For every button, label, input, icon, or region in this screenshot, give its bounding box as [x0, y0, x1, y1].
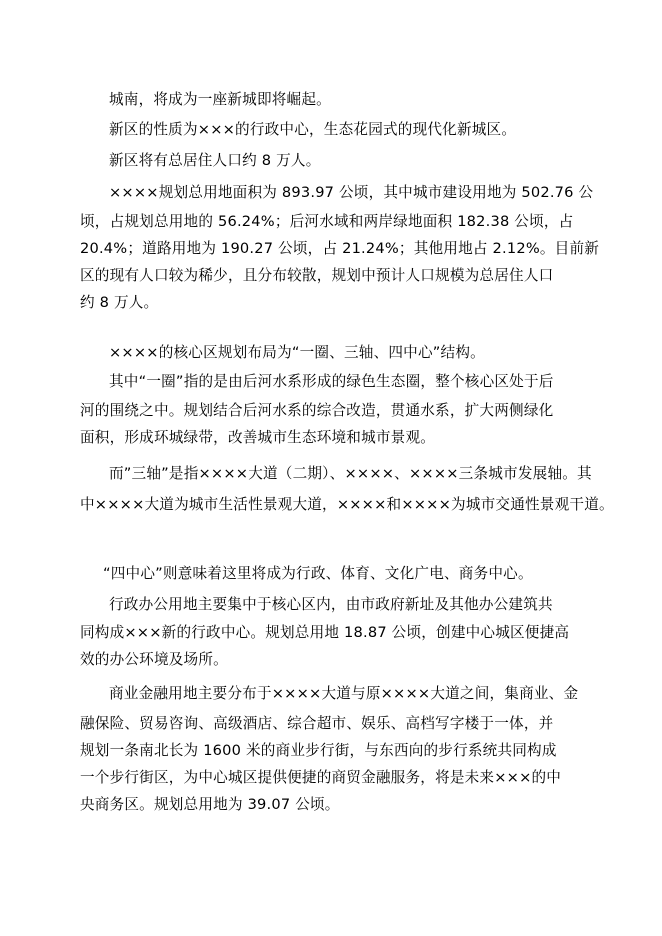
text-line: 中××××大道为城市生活性景观大道，××××和××××为城市交通性景观干道。 — [80, 496, 614, 513]
text-line: 商业金融用地主要分布于××××大道与原××××大道之间，集商业、金 — [109, 685, 579, 702]
text-line: 约 8 万人。 — [80, 294, 159, 311]
paragraph-one-ring-cont — [80, 397, 579, 451]
text-line: 20.4%；道路用地为 190.27 公顷，占 21.24%；其他用地占 2.12%。目前新 — [80, 240, 600, 257]
text-line: 城南，将成为一座新城即将崛起。 — [109, 91, 331, 108]
text-line: 一个步行街区，为中心城区提供便捷的商贸金融服务，将是未来×××的中 — [80, 769, 562, 786]
text-line: 其中“一圈”指的是由后河水系形成的绿色生态圈，整个核心区处于后 — [109, 373, 554, 390]
paragraph-admin — [109, 591, 579, 618]
text-line: 区的现有人口较为稀少，且分布较散，规划中预计人口规模为总居住人口 — [80, 267, 554, 284]
text-line: 面积，形成环城绿带，改善城市生态环境和城市景观。 — [80, 429, 436, 446]
paragraph-admin-cont — [80, 619, 579, 673]
text-line: “四中心”则意味着这里将成为行政、体育、文化广电、商务中心。 — [103, 565, 533, 582]
text-line: 融保险、贸易咨询、高级酒店、综合超市、娱乐、高档写字楼于一体，并 — [80, 715, 554, 732]
paragraph-commercial — [109, 680, 579, 707]
paragraph-four-centers — [103, 560, 573, 587]
text-line: 河的围绕之中。规划结合后河水系的综合改造，贯通水系，扩大两侧绿化 — [80, 402, 554, 419]
paragraph-three-axes-cont — [80, 491, 614, 518]
text-line: 顷，占规划总用地的 56.24%；后河水域和两岸绿地面积 182.38 公顷，占 — [80, 213, 574, 230]
paragraph-core-layout — [109, 339, 579, 366]
paragraph-land-use-cont — [80, 208, 600, 316]
paragraph-three-axes — [109, 460, 592, 487]
text-line: 央商务区。规划总用地为 39.07 公顷。 — [80, 796, 340, 813]
paragraph-commercial-cont — [80, 710, 579, 818]
paragraph-one-ring — [109, 368, 579, 395]
text-line: 同构成×××新的行政中心。规划总用地 18.87 公顷，创建中心城区便捷高 — [80, 624, 570, 641]
text-line: 效的办公环境及场所。 — [80, 651, 228, 668]
paragraph-intro — [109, 86, 579, 113]
paragraph-population — [109, 147, 579, 174]
text-line: ××××的核心区规划布局为“一圈、三轴、四中心”结构。 — [109, 344, 485, 361]
text-line: 行政办公用地主要集中于核心区内，由市政府新址及其他办公建筑共 — [109, 596, 553, 613]
text-line: ××××规划总用地面积为 893.97 公顷，其中城市建设用地为 502.76 公 — [109, 184, 594, 201]
text-line: 而”三轴”是指××××大道（二期）、××××、××××三条城市发展轴。其 — [109, 465, 592, 482]
paragraph-land-use — [109, 179, 594, 206]
text-line: 新区的性质为×××的行政中心，生态花园式的现代化新城区。 — [109, 121, 517, 138]
text-line: 规划一条南北长为 1600 米的商业步行街，与东西向的步行系统共同构成 — [80, 742, 557, 759]
text-line: 新区将有总居住人口约 8 万人。 — [109, 152, 321, 169]
paragraph-nature — [109, 116, 579, 143]
